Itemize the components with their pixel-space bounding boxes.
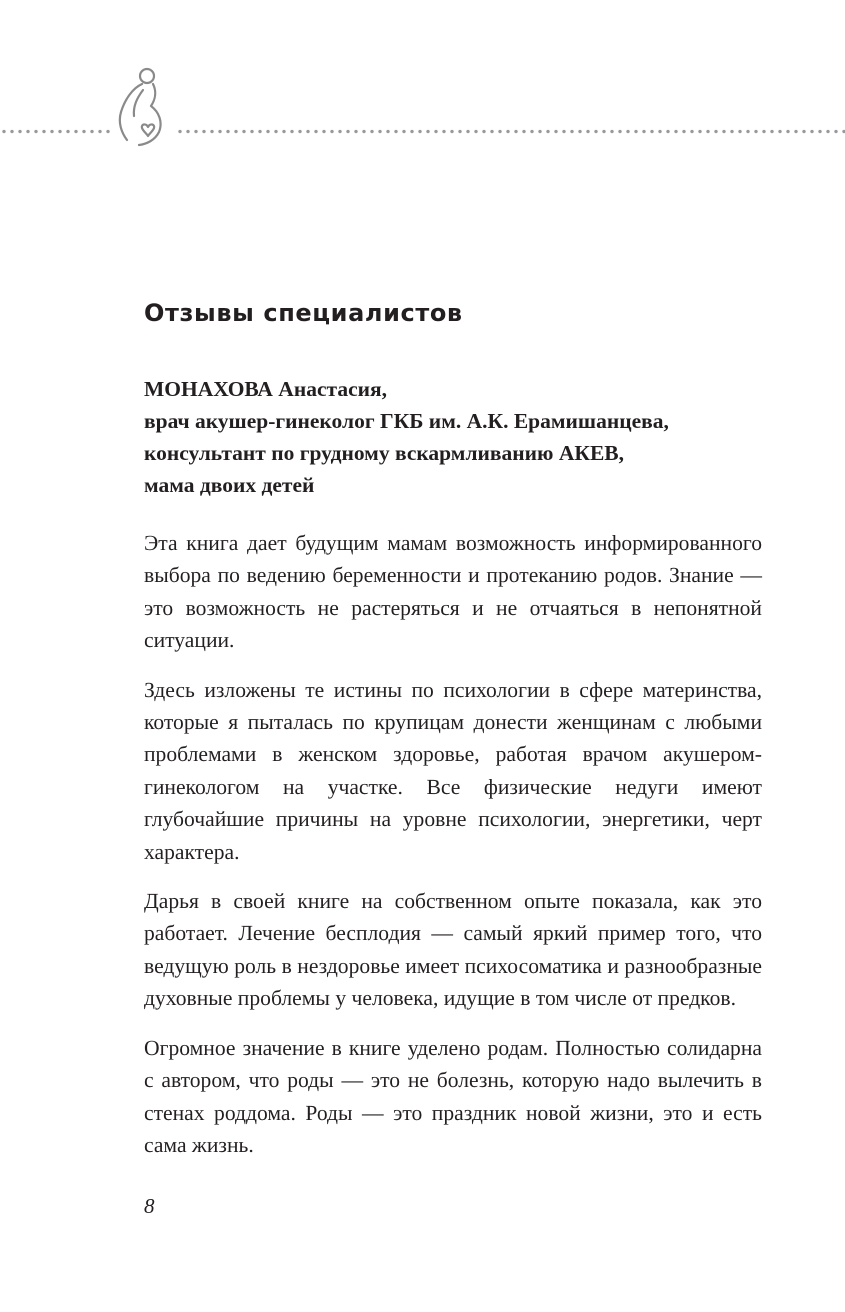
header-dotted-rule-left [0, 129, 112, 134]
pregnant-woman-heart-icon [107, 66, 173, 148]
review-paragraph: Здесь изложены те истины по психологии в сфере материнства, которые я пыталась по крупицам донести женщинам с любыми проблемами в женском здоровье, работая врачом акушером-гинекологом на участке. Все физические недуги имеют глубочайшие причины на уровне психологии, энергетики, черт характера. [144, 677, 762, 864]
header-dotted-rule-right [176, 129, 845, 134]
section-title: Отзывы специалистов [144, 299, 463, 327]
review-paragraph: Дарья в своей книге на собственном опыте показала, как это работает. Лечение бесплодия — самый яркий пример того, что ведущую роль в нездоровье имеет психосоматика и разнообразные духовные проблемы у человека, идущие в том числе от предков. [144, 889, 762, 1011]
reviewer-family: мама двоих детей [144, 473, 315, 497]
reviewer-credentials [144, 373, 764, 501]
reviewer-position: врач акушер-гинеколог ГКБ им. А.К. Ерамишанцева, [144, 409, 669, 433]
reviewer-role: консультант по грудному вскармливанию АКЕВ, [144, 441, 625, 465]
page-number: 8 [144, 1194, 155, 1218]
review-body [144, 527, 762, 1178]
reviewer-name: МОНАХОВА Анастасия, [144, 377, 388, 401]
review-paragraph: Эта книга дает будущим мамам возможность информированного выбора по ведению беременности и протеканию родов. Знание — это возможность не растеряться и не отчаяться в непонятной ситуации. [144, 531, 762, 653]
review-paragraph: Огромное значение в книге уделено родам. Полностью солидарна с автором, что роды — это не болезнь, которую надо вылечить в стенах роддома. Роды — это праздник новой жизни, это и есть сама жизнь. [144, 1035, 762, 1157]
